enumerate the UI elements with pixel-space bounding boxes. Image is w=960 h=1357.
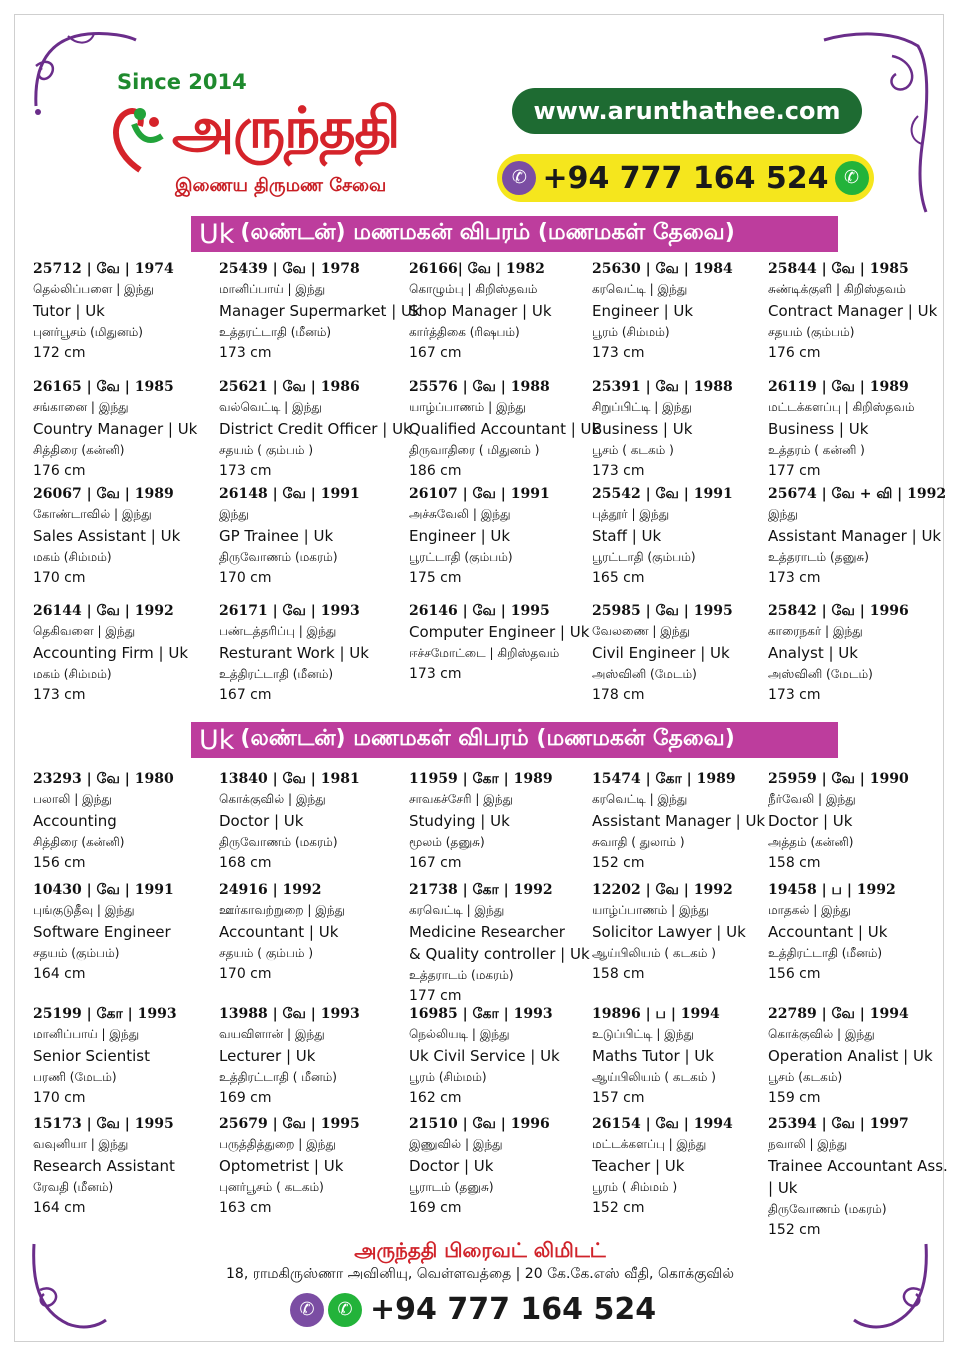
profile-height: 152 cm bbox=[592, 855, 645, 871]
profile-star: ஆய்பிலியம் ( கடகம் ) bbox=[592, 946, 716, 960]
profile-card bbox=[592, 1004, 764, 1109]
profile-card bbox=[409, 259, 581, 364]
profile-job: Doctor | Uk bbox=[219, 812, 304, 830]
profile-card bbox=[219, 259, 421, 364]
profile-star: மகம் (சிம்மம்) bbox=[33, 550, 112, 564]
profile-star: உத்திரட்டாதி (மீனம்) bbox=[768, 946, 883, 960]
profile-card bbox=[768, 880, 940, 985]
profile-id: 26148 | வே | 1991 bbox=[219, 486, 360, 502]
profile-job: Assistant Manager | Uk bbox=[768, 527, 942, 545]
profile-height: 168 cm bbox=[219, 855, 272, 871]
profile-job: Medicine Researcher bbox=[409, 923, 565, 941]
profile-star: அஸ்வினி (மேடம்) bbox=[768, 667, 873, 681]
profile-height: 156 cm bbox=[768, 966, 821, 982]
profile-location: உடுப்பிட்டி | இந்து bbox=[592, 1027, 695, 1041]
profile-height: 173 cm bbox=[768, 570, 821, 586]
profile-id: 15474 | கோ | 1989 bbox=[592, 771, 736, 787]
profile-job: Shop Manager | Uk bbox=[409, 302, 552, 320]
profile-height: 158 cm bbox=[592, 966, 645, 982]
profile-star: பூசம் ( கடகம் ) bbox=[592, 443, 674, 457]
profile-card bbox=[768, 377, 940, 482]
profile-job: Engineer | Uk bbox=[409, 527, 511, 545]
profile-job: Accountant | Uk bbox=[219, 923, 339, 941]
profile-job: Optometrist | Uk bbox=[219, 1157, 344, 1175]
company-name: அருந்ததி பிரைவட் லிமிடட் bbox=[354, 1238, 606, 1262]
whatsapp-icon: ✆ bbox=[328, 1293, 362, 1327]
profile-job: Tutor | Uk bbox=[33, 302, 105, 320]
profile-star: திருவாதிரை ( மிதுனம் ) bbox=[409, 443, 540, 457]
profile-job: | Uk bbox=[768, 1179, 798, 1197]
profile-id: 24916 | 1992 bbox=[219, 882, 322, 898]
section-groom-banner bbox=[191, 216, 838, 252]
profile-location: இணுவில் | இந்து bbox=[409, 1137, 503, 1151]
profile-job: & Quality controller | Uk bbox=[409, 945, 590, 963]
profile-location: அச்சுவேலி | இந்து bbox=[409, 507, 511, 521]
profile-card bbox=[33, 1114, 205, 1219]
profile-job: Lecturer | Uk bbox=[219, 1047, 316, 1065]
profile-job: ஈச்சமோட்டை | கிறிஸ்தவம் bbox=[409, 646, 560, 660]
profile-card bbox=[768, 601, 940, 706]
profile-star: உத்தராடம் (மகரம்) bbox=[409, 968, 514, 982]
profile-card bbox=[219, 769, 391, 874]
profile-location: காரைநகர் | இந்து bbox=[768, 624, 863, 638]
profile-height: 167 cm bbox=[219, 687, 272, 703]
profile-star: உத்திரட்டாதி ( மீனம்) bbox=[219, 1070, 337, 1084]
profile-height: 173 cm bbox=[768, 687, 821, 703]
brand-tagline: இணைய திருமண சேவை bbox=[175, 175, 387, 196]
profile-location: நீர்வேலி | இந்து bbox=[768, 792, 856, 806]
profile-card bbox=[33, 880, 205, 985]
profile-height: 152 cm bbox=[592, 1200, 645, 1216]
company-address: 18, ராமகிருஸ்ணா அவினியு, வெள்ளவத்தை | 20 கே.கே.எஸ் வீதி, கொக்குவில் bbox=[226, 1266, 734, 1282]
profile-location: இந்து bbox=[768, 507, 798, 521]
profile-star: திருவோணம் (மகரம்) bbox=[768, 1202, 887, 1216]
profile-card bbox=[592, 601, 764, 706]
profile-card bbox=[219, 484, 391, 589]
profile-job: Engineer | Uk bbox=[592, 302, 694, 320]
profile-id: 25576 | வே | 1988 bbox=[409, 379, 550, 395]
profile-height: 186 cm bbox=[409, 463, 462, 479]
profile-id: 10430 | வே | 1991 bbox=[33, 882, 174, 898]
profile-height: 163 cm bbox=[219, 1200, 272, 1216]
banner-uk: Uk bbox=[199, 724, 235, 756]
profile-location: கொழும்பு | கிறிஸ்தவம் bbox=[409, 282, 538, 296]
profile-id: 25679 | வே | 1995 bbox=[219, 1116, 360, 1132]
profile-card bbox=[33, 1004, 205, 1109]
profile-star: பூரம் ( சிம்மம் ) bbox=[592, 1180, 678, 1194]
profile-id: 19458 | ப | 1992 bbox=[768, 882, 896, 898]
profile-id: 25959 | வே | 1990 bbox=[768, 771, 909, 787]
profile-id: 26119 | வே | 1989 bbox=[768, 379, 909, 395]
profile-star: பரணி (மேடம்) bbox=[33, 1070, 117, 1084]
profile-job: Business | Uk bbox=[768, 420, 869, 438]
profile-location: யாழ்ப்பாணம் | இந்து bbox=[409, 400, 526, 414]
profile-star: திருவோணம் (மகரம்) bbox=[219, 550, 338, 564]
profile-star: சதயம் (கும்பம்) bbox=[33, 946, 120, 960]
footer-phone[interactable] bbox=[290, 1292, 656, 1327]
profile-id: 26165 | வே | 1985 bbox=[33, 379, 174, 395]
profile-location: வேலணை | இந்து bbox=[592, 624, 691, 638]
profile-job: Research Assistant bbox=[33, 1157, 175, 1175]
profile-height: 170 cm bbox=[219, 966, 272, 982]
profile-id: 26067 | வே | 1989 bbox=[33, 486, 174, 502]
brand-logo-text: அருந்ததி bbox=[172, 96, 400, 161]
profile-id: 16985 | கோ | 1993 bbox=[409, 1006, 553, 1022]
profile-card bbox=[409, 880, 590, 1007]
profile-job: Uk Civil Service | Uk bbox=[409, 1047, 560, 1065]
profile-location: இந்து bbox=[219, 507, 249, 521]
profile-id: 21738 | கோ | 1992 bbox=[409, 882, 553, 898]
profile-id: 25630 | வே | 1984 bbox=[592, 261, 733, 277]
profile-location: தெல்லிப்பளை | இந்து bbox=[33, 282, 154, 296]
profile-job: Contract Manager | Uk bbox=[768, 302, 938, 320]
profile-height: 177 cm bbox=[768, 463, 821, 479]
profile-location: மாதகல் | இந்து bbox=[768, 903, 851, 917]
profile-location: சங்கானை | இந்து bbox=[33, 400, 129, 414]
profile-id: 25712 | வே | 1974 bbox=[33, 261, 174, 277]
profile-job: GP Trainee | Uk bbox=[219, 527, 334, 545]
profile-star: அஸ்வினி (மேடம்) bbox=[592, 667, 697, 681]
profile-star: உத்திரட்டாதி (மீனம்) bbox=[219, 667, 334, 681]
profile-location: ஊர்காவற்றுறை | இந்து bbox=[219, 903, 345, 917]
profile-height: 176 cm bbox=[33, 463, 86, 479]
profile-job: Maths Tutor | Uk bbox=[592, 1047, 714, 1065]
profile-height: 164 cm bbox=[33, 966, 86, 982]
profile-height: 158 cm bbox=[768, 855, 821, 871]
profile-job: Sales Assistant | Uk bbox=[33, 527, 181, 545]
profile-star: மகம் (சிம்மம்) bbox=[33, 667, 112, 681]
profile-location: பலாலி | இந்து bbox=[33, 792, 112, 806]
profile-job: Analyst | Uk bbox=[768, 644, 858, 662]
profile-height: 170 cm bbox=[219, 570, 272, 586]
profile-star: திருவோணம் (மகரம்) bbox=[219, 835, 338, 849]
profile-location: மட்டக்களப்பு | கிறிஸ்தவம் bbox=[768, 400, 915, 414]
profile-star: உத்தரட்டாதி (மீனம்) bbox=[219, 325, 332, 339]
profile-id: 26146 | வே | 1995 bbox=[409, 603, 550, 619]
profile-card bbox=[33, 769, 205, 874]
profile-location: பருத்தித்துறை | இந்து bbox=[219, 1137, 336, 1151]
profile-height: 172 cm bbox=[33, 345, 86, 361]
profile-location: கரவெட்டி | இந்து bbox=[592, 282, 688, 296]
profile-star: உத்தரம் ( கன்னி ) bbox=[768, 443, 865, 457]
profile-job: Country Manager | Uk bbox=[33, 420, 198, 438]
profile-card bbox=[592, 259, 764, 364]
profile-star: புனர்பூசம் (மிதுனம்) bbox=[33, 325, 143, 339]
profile-height: 162 cm bbox=[409, 1090, 462, 1106]
profile-star: சுவாதி ( துலாம் ) bbox=[592, 835, 685, 849]
profile-height: 173 cm bbox=[219, 463, 272, 479]
profile-card bbox=[409, 484, 581, 589]
profile-card bbox=[409, 377, 601, 482]
profile-job: Manager Supermarket | Uk bbox=[219, 302, 421, 320]
profile-height: 170 cm bbox=[33, 570, 86, 586]
profile-card bbox=[33, 259, 205, 364]
profile-location: கொக்குவில் | இந்து bbox=[219, 792, 326, 806]
profile-height: 157 cm bbox=[592, 1090, 645, 1106]
profile-location: தெகிவளை | இந்து bbox=[33, 624, 136, 638]
profile-location: புங்குடுதீவு | இந்து bbox=[33, 903, 135, 917]
profile-card bbox=[219, 1114, 391, 1219]
profile-job: Teacher | Uk bbox=[592, 1157, 685, 1175]
profile-card bbox=[409, 1114, 581, 1219]
profile-job: Solicitor Lawyer | Uk bbox=[592, 923, 746, 941]
profile-id: 26166| வே | 1982 bbox=[409, 261, 545, 277]
profile-card bbox=[592, 377, 764, 482]
phone-banner[interactable] bbox=[497, 154, 874, 202]
profile-star: சதயம் ( கும்பம் ) bbox=[219, 946, 314, 960]
profile-id: 23293 | வே | 1980 bbox=[33, 771, 174, 787]
profile-card bbox=[768, 484, 947, 589]
profile-job: Business | Uk bbox=[592, 420, 693, 438]
profile-height: 156 cm bbox=[33, 855, 86, 871]
profile-job: Civil Engineer | Uk bbox=[592, 644, 730, 662]
profile-id: 11959 | கோ | 1989 bbox=[409, 771, 553, 787]
profile-id: 21510 | வே | 1996 bbox=[409, 1116, 550, 1132]
profile-location: கரவெட்டி | இந்து bbox=[592, 792, 688, 806]
profile-card bbox=[592, 1114, 764, 1219]
profile-star: சதயம் (கும்பம்) bbox=[768, 325, 855, 339]
profile-height: 173 cm bbox=[33, 687, 86, 703]
viber-icon: ✆ bbox=[290, 1293, 324, 1327]
profile-job: Accounting bbox=[33, 812, 117, 830]
profile-card bbox=[409, 601, 590, 685]
profile-location: கோண்டாவில் | இந்து bbox=[33, 507, 152, 521]
profile-id: 22789 | வே | 1994 bbox=[768, 1006, 909, 1022]
profile-height: 177 cm bbox=[409, 988, 462, 1004]
profile-job: Accounting Firm | Uk bbox=[33, 644, 189, 662]
profile-height: 173 cm bbox=[409, 666, 462, 682]
profile-star: புனர்பூசம் ( கடகம்) bbox=[219, 1180, 324, 1194]
profile-id: 25621 | வே | 1986 bbox=[219, 379, 360, 395]
profile-star: பூரட்டாதி (கும்பம்) bbox=[409, 550, 513, 564]
profile-card bbox=[768, 769, 940, 874]
profile-height: 169 cm bbox=[409, 1200, 462, 1216]
profile-location: மானிப்பாய் | இந்து bbox=[219, 282, 326, 296]
profile-height: 175 cm bbox=[409, 570, 462, 586]
profile-card bbox=[592, 484, 764, 589]
profile-height: 173 cm bbox=[219, 345, 272, 361]
profile-height: 165 cm bbox=[592, 570, 645, 586]
profile-id: 26144 | வே | 1992 bbox=[33, 603, 174, 619]
whatsapp-icon: ✆ bbox=[835, 161, 869, 195]
profile-id: 25844 | வே | 1985 bbox=[768, 261, 909, 277]
website-link[interactable]: www.arunthathee.com bbox=[512, 88, 862, 134]
profile-star: சதயம் ( கும்பம் ) bbox=[219, 443, 314, 457]
profile-card bbox=[768, 259, 940, 364]
profile-location: சாவகச்சேரி | இந்து bbox=[409, 792, 513, 806]
couple-logo-icon bbox=[110, 100, 168, 176]
profile-location: Computer Engineer | Uk bbox=[409, 623, 590, 641]
footer-phone-number: +94 777 164 524 bbox=[370, 1292, 657, 1327]
profile-card bbox=[219, 880, 391, 985]
profile-star: பூரட்டாதி (கும்பம்) bbox=[592, 550, 696, 564]
profile-height: 159 cm bbox=[768, 1090, 821, 1106]
profile-id: 13840 | வே | 1981 bbox=[219, 771, 360, 787]
profile-star: பூராடம் (தனுசு) bbox=[409, 1180, 494, 1194]
profile-job: Senior Scientist bbox=[33, 1047, 150, 1065]
profile-height: 152 cm bbox=[768, 1222, 821, 1238]
profile-id: 19896 | ப | 1994 bbox=[592, 1006, 720, 1022]
profile-job: Doctor | Uk bbox=[409, 1157, 494, 1175]
profile-card bbox=[219, 377, 412, 482]
profile-id: 15173 | வே | 1995 bbox=[33, 1116, 174, 1132]
profile-card bbox=[409, 769, 581, 874]
profile-height: 170 cm bbox=[33, 1090, 86, 1106]
profile-id: 25674 | வே + வி | 1992 bbox=[768, 486, 947, 502]
banner-title: (லண்டன்) மணமகள் விபரம் (மணமகன் தேவை) bbox=[240, 726, 735, 751]
profile-card bbox=[219, 1004, 391, 1109]
profile-star: ரேவதி (மீனம்) bbox=[33, 1180, 114, 1194]
profile-card bbox=[768, 1114, 948, 1241]
profile-location: வல்வெட்டி | இந்து bbox=[219, 400, 322, 414]
profile-location: பண்டத்தரிப்பு | இந்து bbox=[219, 624, 337, 638]
profile-location: நவாலி | இந்து bbox=[768, 1137, 848, 1151]
profile-height: 167 cm bbox=[409, 345, 462, 361]
profile-card bbox=[768, 1004, 940, 1109]
section-bride-banner bbox=[191, 722, 838, 758]
profile-id: 26107 | வே | 1991 bbox=[409, 486, 550, 502]
profile-height: 169 cm bbox=[219, 1090, 272, 1106]
profile-job: Operation Analist | Uk bbox=[768, 1047, 933, 1065]
profile-location: வயவிளான் | இந்து bbox=[219, 1027, 325, 1041]
profile-height: 176 cm bbox=[768, 345, 821, 361]
profile-id: 26154 | வே | 1994 bbox=[592, 1116, 733, 1132]
profile-height: 173 cm bbox=[592, 463, 645, 479]
profile-job: Assistant Manager | Uk bbox=[592, 812, 766, 830]
profile-job: Software Engineer bbox=[33, 923, 171, 941]
profile-card bbox=[33, 601, 205, 706]
profile-star: மூலம் (தனுசு) bbox=[409, 835, 485, 849]
viber-icon: ✆ bbox=[502, 161, 536, 195]
profile-id: 25394 | வே | 1997 bbox=[768, 1116, 909, 1132]
profile-height: 173 cm bbox=[592, 345, 645, 361]
profile-star: ஆய்பிலியம் ( கடகம் ) bbox=[592, 1070, 716, 1084]
phone-number: +94 777 164 524 bbox=[542, 160, 829, 196]
profile-location: கரவெட்டி | இந்து bbox=[409, 903, 505, 917]
banner-uk: Uk bbox=[199, 218, 235, 250]
profile-job: Qualified Accountant | Uk bbox=[409, 420, 601, 438]
profile-star: சித்திரை (கன்னி) bbox=[33, 443, 125, 457]
profile-id: 26171 | வே | 1993 bbox=[219, 603, 360, 619]
profile-star: பூசம் (கடகம்) bbox=[768, 1070, 843, 1084]
profile-card bbox=[592, 769, 764, 874]
profile-card bbox=[409, 1004, 581, 1109]
profile-location: மானிப்பாய் | இந்து bbox=[33, 1027, 140, 1041]
profile-star: கார்த்திகை (ரிஷபம்) bbox=[409, 325, 520, 339]
profile-location: மட்டக்களப்பு | இந்து bbox=[592, 1137, 707, 1151]
profile-job: Trainee Accountant Ass. bbox=[768, 1157, 948, 1175]
profile-id: 25391 | வே | 1988 bbox=[592, 379, 733, 395]
profile-location: யாழ்ப்பாணம் | இந்து bbox=[592, 903, 709, 917]
profile-card bbox=[592, 880, 764, 985]
banner-title: (லண்டன்) மணமகன் விபரம் (மணமகள் தேவை) bbox=[240, 220, 735, 245]
profile-job: Studying | Uk bbox=[409, 812, 510, 830]
profile-job: Resturant Work | Uk bbox=[219, 644, 369, 662]
since-label: Since 2014 bbox=[117, 70, 247, 94]
profile-location: கொக்குவில் | இந்து bbox=[768, 1027, 875, 1041]
profile-card bbox=[33, 484, 205, 589]
profile-height: 167 cm bbox=[409, 855, 462, 871]
profile-id: 25985 | வே | 1995 bbox=[592, 603, 733, 619]
profile-location: சிறுப்பிட்டி | இந்து bbox=[592, 400, 692, 414]
profile-id: 25199 | கோ | 1993 bbox=[33, 1006, 177, 1022]
profile-location: வவுனியா | இந்து bbox=[33, 1137, 129, 1151]
profile-location: நெல்லியடி | இந்து bbox=[409, 1027, 510, 1041]
profile-height: 178 cm bbox=[592, 687, 645, 703]
profile-star: அத்தம் (கன்னி) bbox=[768, 835, 854, 849]
profile-id: 12202 | வே | 1992 bbox=[592, 882, 733, 898]
profile-location: புத்தூர் | இந்து bbox=[592, 507, 670, 521]
profile-job: District Credit Officer | Uk bbox=[219, 420, 412, 438]
profile-job: Accountant | Uk bbox=[768, 923, 888, 941]
profile-card bbox=[219, 601, 391, 706]
profile-id: 13988 | வே | 1993 bbox=[219, 1006, 360, 1022]
profile-id: 25842 | வே | 1996 bbox=[768, 603, 909, 619]
profile-id: 25542 | வே | 1991 bbox=[592, 486, 733, 502]
profile-card bbox=[33, 377, 205, 482]
profile-job: Doctor | Uk bbox=[768, 812, 853, 830]
profile-height: 164 cm bbox=[33, 1200, 86, 1216]
profile-job: Staff | Uk bbox=[592, 527, 662, 545]
profile-id: 25439 | வே | 1978 bbox=[219, 261, 360, 277]
profile-star: பூரம் (சிம்மம்) bbox=[592, 325, 670, 339]
profile-star: பூரம் (சிம்மம்) bbox=[409, 1070, 487, 1084]
profile-star: சித்திரை (கன்னி) bbox=[33, 835, 125, 849]
profile-location: சுண்டிக்குளி | கிறிஸ்தவம் bbox=[768, 282, 906, 296]
profile-star: உத்தராடம் (தனுசு) bbox=[768, 550, 869, 564]
